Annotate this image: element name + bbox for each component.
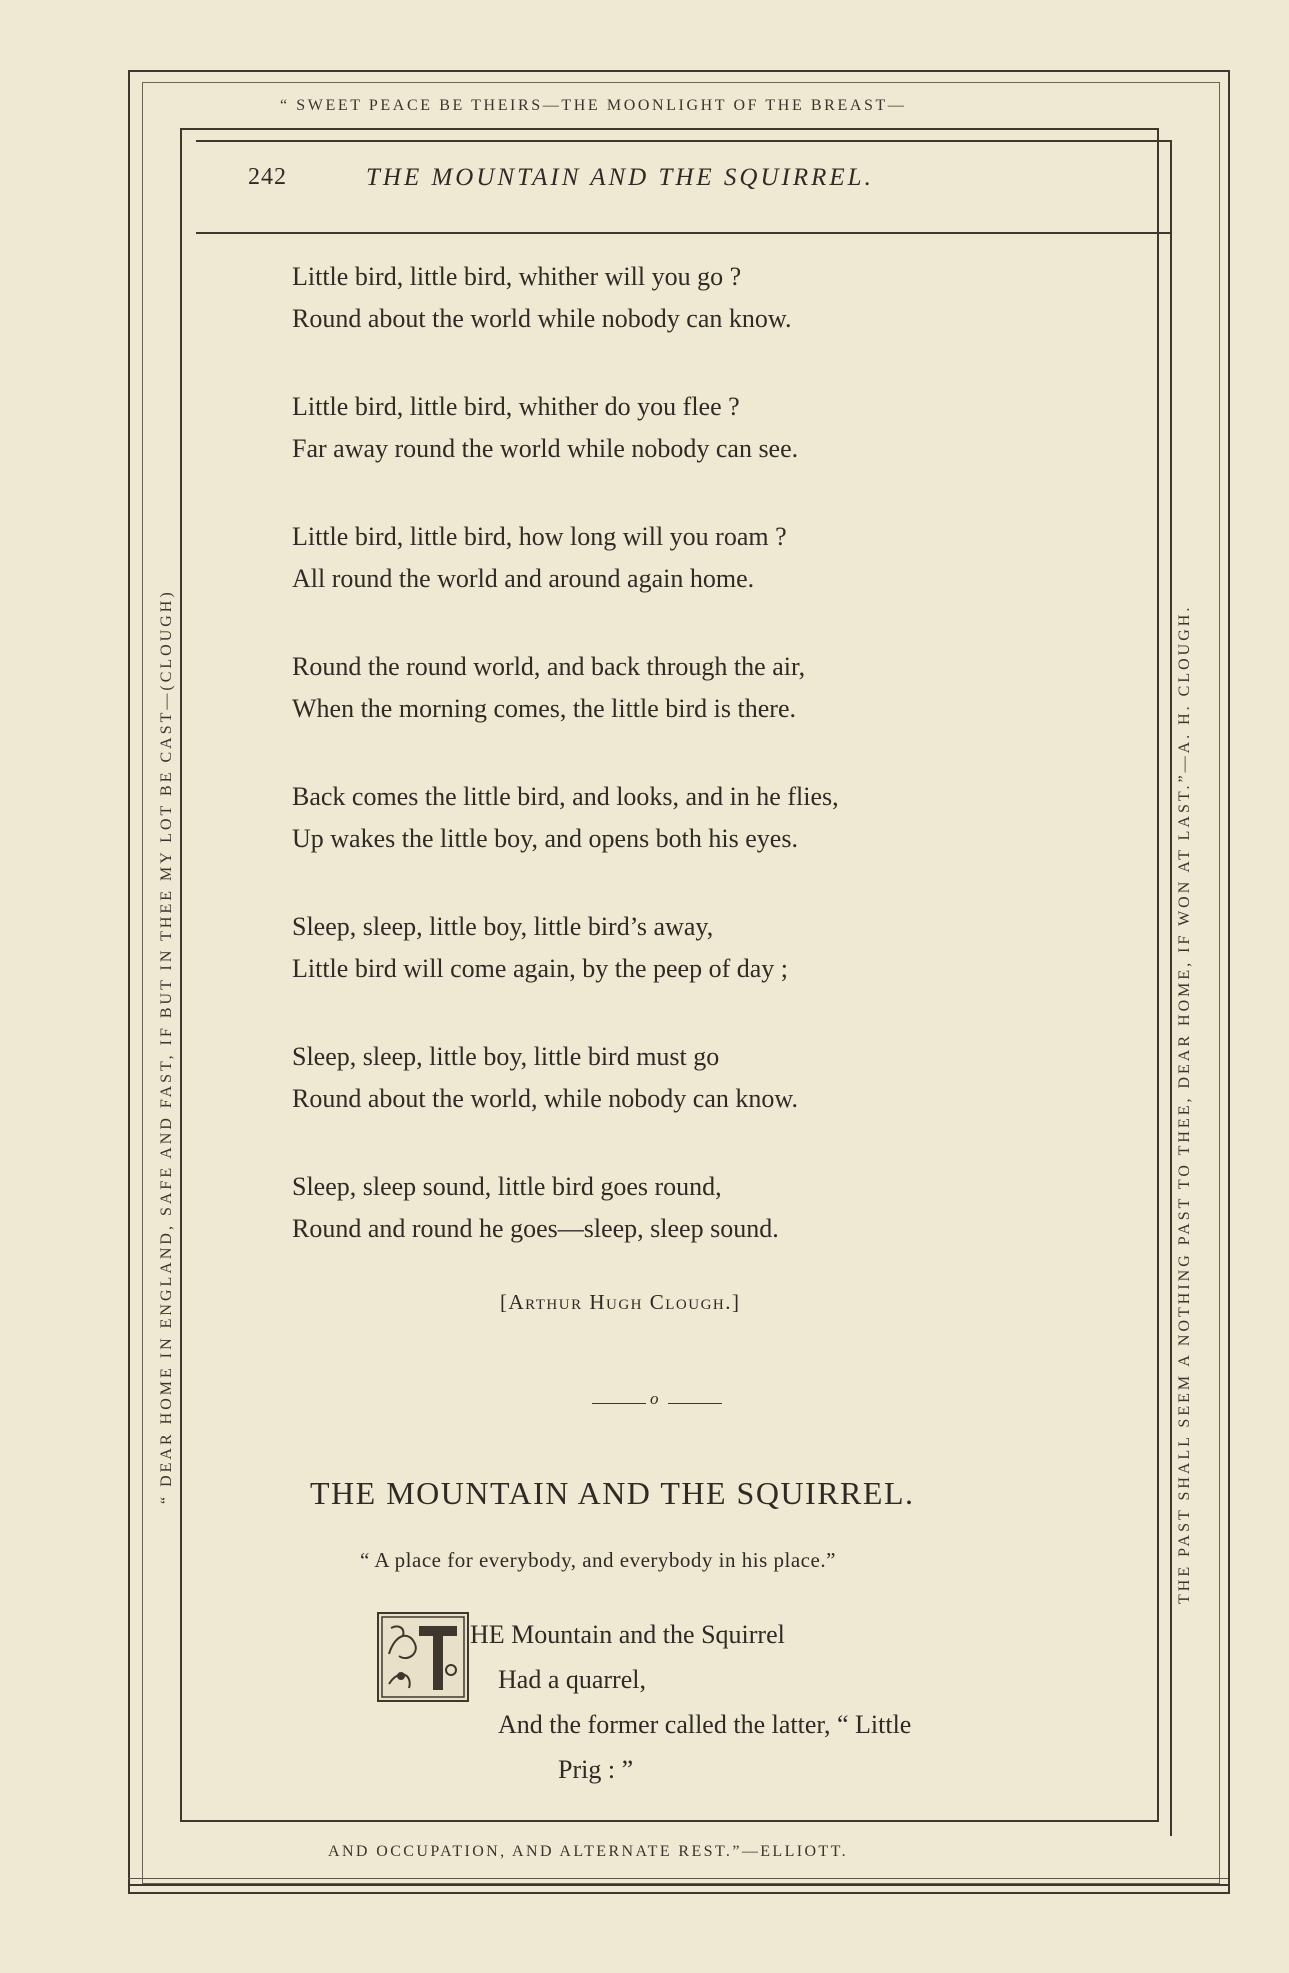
section-divider <box>592 1389 722 1411</box>
poem <box>292 256 1112 1296</box>
fable-text <box>470 1612 1110 1792</box>
poem-line: Round the round world, and back through the air, <box>292 652 806 681</box>
poem-line: Sleep, sleep sound, little bird goes round, <box>292 1172 722 1201</box>
poem-line: Little bird, little bird, how long will you roam ? <box>292 522 787 551</box>
running-title: THE MOUNTAIN AND THE SQUIRREL. <box>366 164 874 191</box>
stanza <box>292 1036 1112 1120</box>
poem-line: Back comes the little bird, and looks, and in he flies, <box>292 782 839 811</box>
stanza <box>292 776 1112 860</box>
bottom-rule <box>128 1878 1228 1879</box>
poem-line: Up wakes the little boy, and opens both his eyes. <box>292 824 798 853</box>
fable-line: Prig : ” <box>558 1755 634 1784</box>
fable-line: And the former called the latter, “ Little <box>498 1710 912 1739</box>
border-motto-bottom: AND OCCUPATION, AND ALTERNATE REST.”—ELLIOTT. <box>328 1843 848 1860</box>
poem-line: Round about the world, while nobody can know. <box>292 1084 798 1113</box>
poem-line: Sleep, sleep, little boy, little bird’s away, <box>292 912 714 941</box>
section-title: THE MOUNTAIN AND THE SQUIRREL. <box>310 1475 915 1511</box>
ornamental-dropcap <box>377 1612 469 1702</box>
stanza <box>292 646 1112 730</box>
poem-line: Round about the world while nobody can know. <box>292 304 792 333</box>
divider-rule-right <box>668 1403 722 1404</box>
epigraph: “ A place for everybody, and everybody in his place.” <box>360 1548 836 1572</box>
poem-line: Round and round he goes—sleep, sleep sound. <box>292 1214 779 1243</box>
poem-line: Little bird, little bird, whither do you flee ? <box>292 392 740 421</box>
dropcap-ornament-icon <box>379 1614 467 1700</box>
fable-line: Had a quarrel, <box>498 1665 646 1694</box>
poem-attribution: [Arthur Hugh Clough.] <box>500 1290 741 1314</box>
page-number: 242 <box>248 164 287 190</box>
divider-mark: o <box>650 1389 659 1408</box>
poem-line: When the morning comes, the little bird is there. <box>292 694 796 723</box>
poem-line: Far away round the world while nobody can see. <box>292 434 799 463</box>
stanza <box>292 386 1112 470</box>
divider-rule-left <box>592 1403 646 1404</box>
stanza <box>292 906 1112 990</box>
running-head <box>196 140 1170 234</box>
stanza <box>292 516 1112 600</box>
border-motto-right: THE PAST SHALL SEEM A NOTHING PAST TO THEE, DEAR HOME, IF WON AT LAST.”—A. H. CLOUGH. <box>1176 604 1193 1604</box>
poem-line: All round the world and around again home. <box>292 564 755 593</box>
poem-line: Sleep, sleep, little boy, little bird must go <box>292 1042 720 1071</box>
fable-line: HE Mountain and the Squirrel <box>470 1620 785 1649</box>
bottom-rule-thick <box>128 1884 1228 1886</box>
poem-line: Little bird will come again, by the peep of day ; <box>292 954 789 983</box>
border-motto-left: “ DEAR HOME IN ENGLAND, SAFE AND FAST, IF BUT IN THEE MY LOT BE CAST—(CLOUGH) <box>158 589 175 1504</box>
border-motto-top: “ SWEET PEACE BE THEIRS—THE MOONLIGHT OF THE BREAST— <box>280 97 907 114</box>
stanza <box>292 1166 1112 1250</box>
poem-line: Little bird, little bird, whither will you go ? <box>292 262 742 291</box>
stanza <box>292 256 1112 340</box>
